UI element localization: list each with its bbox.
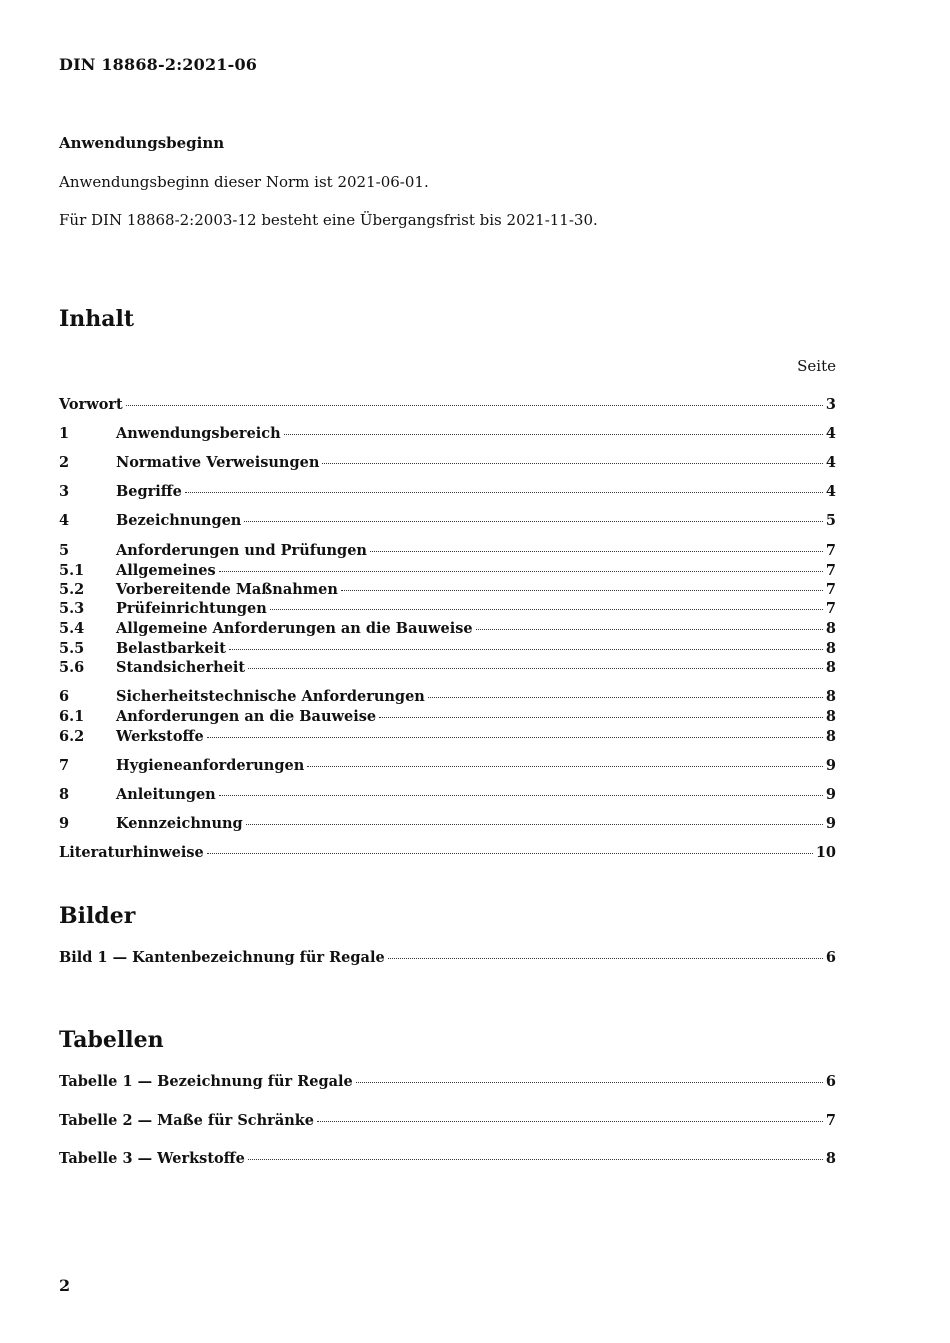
toc-entry[interactable] (59, 728, 836, 747)
toc-entry-page: 4 (825, 454, 836, 471)
toc-entry-title: Tabelle 1 — Bezeichnung für Regale (59, 1073, 353, 1090)
dot-leader (322, 463, 823, 464)
toc-entry-number: 5.5 (59, 640, 85, 657)
dot-leader (219, 795, 823, 796)
toc-entry-page: 4 (825, 425, 836, 442)
table-entry[interactable] (59, 1150, 836, 1169)
dot-leader (307, 766, 823, 767)
toc-entry[interactable] (59, 620, 836, 639)
toc-entry-number: 5 (59, 542, 70, 559)
toc-entry-title: Anleitungen (116, 786, 216, 803)
toc-entry-page: 8 (825, 688, 836, 705)
toc-entry-title: Vorwort (59, 396, 123, 413)
toc-entry-page: 8 (825, 620, 836, 637)
contents-heading: Inhalt (59, 306, 135, 332)
toc-entry-number: 1 (59, 425, 70, 442)
toc-entry[interactable] (59, 640, 836, 659)
toc-entry-page: 7 (825, 1112, 836, 1129)
toc-entry-title: Kennzeichnung (116, 815, 243, 832)
toc-entry[interactable] (59, 757, 836, 776)
toc-entry-page: 5 (825, 512, 836, 529)
toc-entry-title: Sicherheitstechnische Anforderungen (116, 688, 425, 705)
toc-entry-number: 5.1 (59, 562, 85, 579)
tables-heading: Tabellen (59, 1027, 164, 1053)
toc-entry-number: 6 (59, 688, 70, 705)
toc-entry-title: Belastbarkeit (116, 640, 226, 657)
dot-leader (270, 609, 823, 610)
dot-leader (207, 853, 813, 854)
application-heading: Anwendungsbeginn (59, 134, 225, 152)
toc-entry-number: 4 (59, 512, 70, 529)
toc-entry-title: Standsicherheit (116, 659, 246, 676)
toc-entry-number: 9 (59, 815, 70, 832)
dot-leader (248, 668, 823, 669)
dot-leader (126, 405, 823, 406)
dot-leader (229, 649, 823, 650)
dot-leader (388, 958, 823, 959)
toc-entry-number: 6.1 (59, 708, 85, 725)
toc-entry[interactable] (59, 600, 836, 619)
toc-entry-title: Normative Verweisungen (116, 454, 320, 471)
toc-entry-title: Werkstoffe (116, 728, 204, 745)
toc-entry-page: 10 (815, 844, 836, 861)
toc-entry-page: 3 (825, 396, 836, 413)
toc-entry-number: 5.3 (59, 600, 85, 617)
toc-entry-number: 2 (59, 454, 70, 471)
dot-leader (317, 1121, 823, 1122)
toc-entry-title: Anforderungen an die Bauweise (116, 708, 377, 725)
application-start-text: Anwendungsbeginn dieser Norm ist 2021-06-01. (59, 173, 429, 191)
toc-entry-number: 5.6 (59, 659, 85, 676)
toc-entry-page: 8 (825, 640, 836, 657)
toc-entry-page: 9 (825, 815, 836, 832)
page-number: 2 (59, 1276, 71, 1295)
toc-entry-page: 8 (825, 708, 836, 725)
toc-entry[interactable] (59, 688, 836, 707)
toc-entry-title: Literaturhinweise (59, 844, 204, 861)
dot-leader (207, 737, 823, 738)
document-id: DIN 18868-2:2021-06 (59, 55, 258, 74)
toc-entry-page: 8 (825, 659, 836, 676)
dot-leader (370, 551, 823, 552)
figures-heading: Bilder (59, 903, 136, 929)
toc-entry-title: Hygieneanforderungen (116, 757, 305, 774)
toc-entry-number: 5.4 (59, 620, 85, 637)
toc-entry[interactable] (59, 815, 836, 834)
toc-entry[interactable] (59, 542, 836, 561)
dot-leader (246, 824, 823, 825)
dot-leader (356, 1082, 823, 1083)
toc-entry[interactable] (59, 512, 836, 531)
toc-entry-title: Tabelle 3 — Werkstoffe (59, 1150, 245, 1167)
dot-leader (284, 434, 823, 435)
toc-entry-title: Bild 1 — Kantenbezeichnung für Regale (59, 949, 385, 966)
toc-entry-page: 8 (825, 728, 836, 745)
dot-leader (185, 492, 823, 493)
toc-entry[interactable] (59, 581, 836, 600)
toc-entry-title: Tabelle 2 — Maße für Schränke (59, 1112, 315, 1129)
toc-entry-number: 8 (59, 786, 70, 803)
toc-entry[interactable] (59, 659, 836, 678)
toc-entry-number: 7 (59, 757, 70, 774)
dot-leader (219, 571, 823, 572)
page-column-label: Seite (797, 357, 836, 375)
toc-entry[interactable] (59, 425, 836, 444)
table-entry[interactable] (59, 1073, 836, 1092)
dot-leader (476, 629, 823, 630)
dot-leader (428, 697, 823, 698)
toc-entry-page: 6 (825, 949, 836, 966)
toc-entry-page: 8 (825, 1150, 836, 1167)
dot-leader (379, 717, 823, 718)
dot-leader (341, 590, 823, 591)
toc-entry[interactable] (59, 786, 836, 805)
toc-entry-title: Allgemeine Anforderungen an die Bauweise (116, 620, 473, 637)
toc-entry[interactable] (59, 708, 836, 727)
toc-entry-page: 6 (825, 1073, 836, 1090)
dot-leader (244, 521, 823, 522)
toc-entry-title: Allgemeines (116, 562, 216, 579)
toc-entry-page: 7 (825, 542, 836, 559)
toc-entry-title: Bezeichnungen (116, 512, 242, 529)
dot-leader (248, 1159, 823, 1160)
toc-entry-page: 7 (825, 581, 836, 598)
transition-period-text: Für DIN 18868-2:2003-12 besteht eine Übergangsfrist bis 2021-11-30. (59, 211, 598, 229)
toc-entry-page: 4 (825, 483, 836, 500)
toc-entry-title: Vorbereitende Maßnahmen (116, 581, 338, 598)
figure-entry[interactable] (59, 949, 836, 968)
toc-entry-title: Anwendungsbereich (116, 425, 281, 442)
toc-entry-number: 3 (59, 483, 70, 500)
toc-entry-page: 7 (825, 600, 836, 617)
toc-entry[interactable] (59, 454, 836, 473)
toc-entry-page: 7 (825, 562, 836, 579)
toc-entry-title: Begriffe (116, 483, 182, 500)
toc-entry[interactable] (59, 844, 836, 863)
toc-entry-page: 9 (825, 757, 836, 774)
table-entry[interactable] (59, 1112, 836, 1131)
toc-entry-number: 6.2 (59, 728, 85, 745)
toc-entry-title: Anforderungen und Prüfungen (116, 542, 367, 559)
toc-entry[interactable] (59, 483, 836, 502)
toc-entry-number: 5.2 (59, 581, 85, 598)
toc-entry-title: Prüfeinrichtungen (116, 600, 267, 617)
toc-entry[interactable] (59, 396, 836, 415)
toc-entry-page: 9 (825, 786, 836, 803)
toc-entry[interactable] (59, 562, 836, 581)
